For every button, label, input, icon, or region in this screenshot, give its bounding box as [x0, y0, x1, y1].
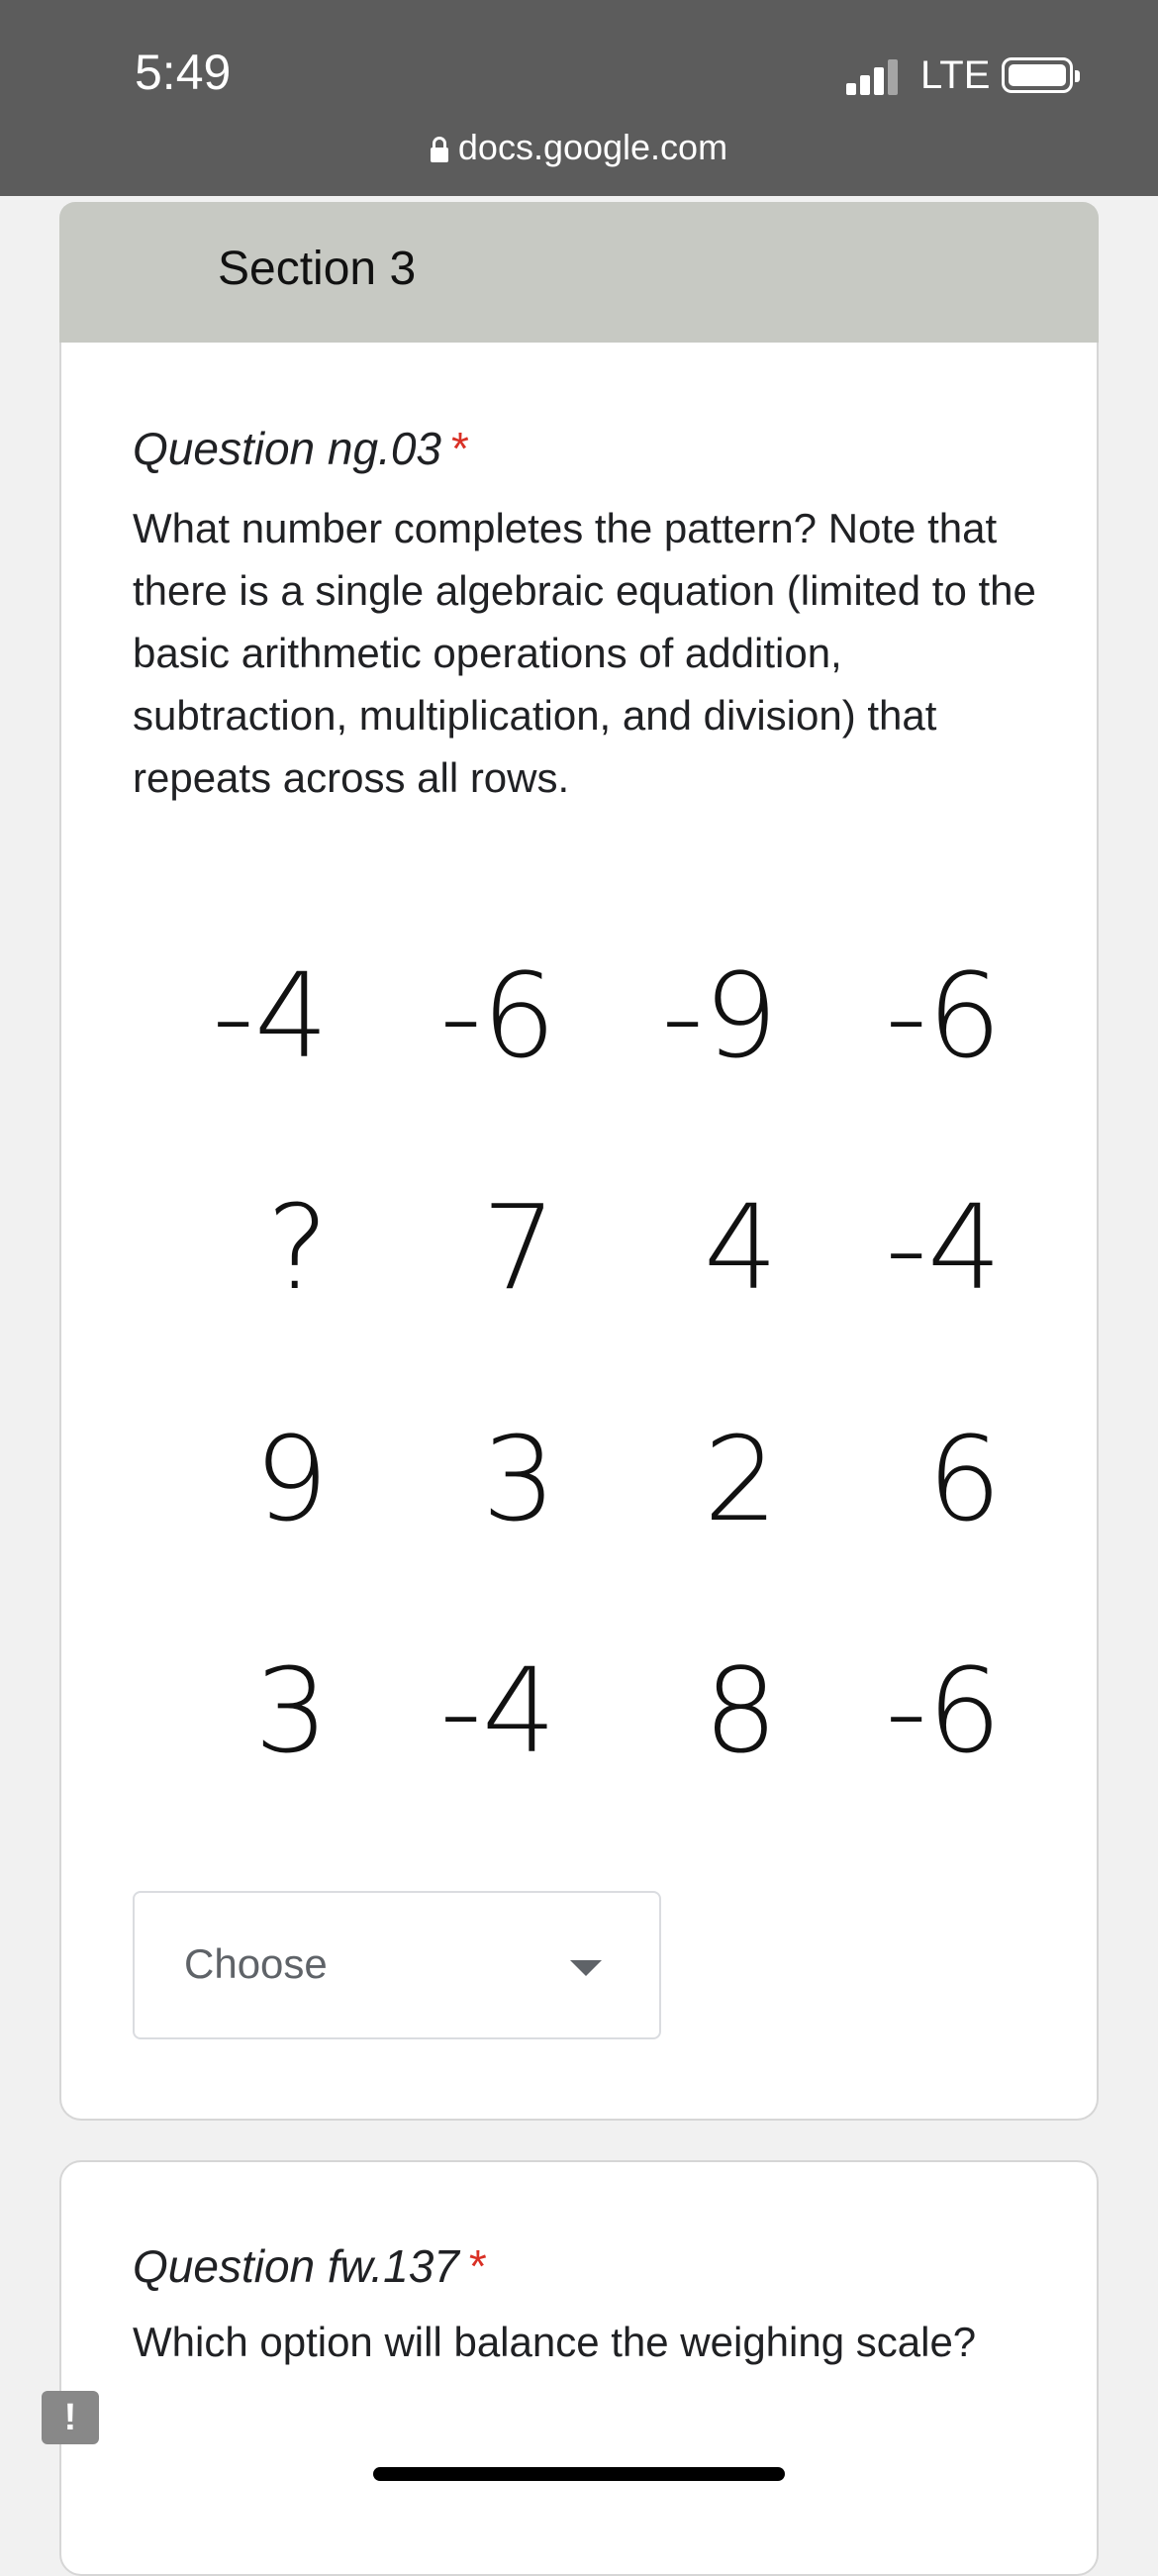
- signal-icon: [846, 59, 906, 95]
- grid-cell: 4: [703, 1179, 778, 1316]
- grid-cell: ?: [266, 1179, 329, 1316]
- question-title: [133, 422, 469, 475]
- grid-cell: -4: [885, 1179, 1002, 1316]
- answer-dropdown[interactable]: [133, 1891, 661, 2039]
- question-title: [133, 2239, 487, 2293]
- question-title-text: Question fw.137: [133, 2240, 459, 2292]
- dropdown-placeholder: Choose: [184, 1940, 328, 1987]
- section-title: Section 3: [218, 243, 417, 295]
- address-bar[interactable]: [0, 127, 1158, 168]
- dropdown-arrow-icon: [570, 1960, 602, 1976]
- section-header: [59, 202, 1099, 343]
- number-pattern-grid: [160, 937, 1031, 1863]
- grid-cell: 9: [253, 1411, 329, 1547]
- grid-cell: 7: [481, 1179, 556, 1316]
- url-text: docs.google.com: [457, 127, 728, 167]
- grid-cell: 3: [253, 1642, 329, 1779]
- grid-cell: 8: [703, 1642, 778, 1779]
- grid-cell: -6: [885, 947, 1002, 1084]
- question-description: What number completes the pattern? Note that there is a single algebraic equation (limited to the basic arithmetic operations of addition, subtraction, multiplication, and division) that repeats across all rows.: [133, 505, 1036, 801]
- grid-cell: -4: [212, 947, 329, 1084]
- grid-cell: 2: [703, 1411, 778, 1547]
- required-mark: *: [451, 423, 469, 474]
- grid-cell: -6: [885, 1642, 1002, 1779]
- grid-row: [160, 1400, 1031, 1632]
- required-mark: *: [468, 2240, 487, 2292]
- grid-row: [160, 1168, 1031, 1400]
- feedback-icon[interactable]: !: [42, 2391, 99, 2444]
- question-card: [59, 343, 1099, 2121]
- grid-cell: 3: [481, 1411, 556, 1547]
- grid-cell: -9: [661, 947, 778, 1084]
- question-description: Which option will balance the weighing scale?: [133, 2319, 977, 2365]
- grid-cell: 6: [926, 1411, 1002, 1547]
- network-type: LTE: [920, 53, 991, 97]
- grid-row: [160, 1632, 1031, 1863]
- grid-row: [160, 937, 1031, 1168]
- question-card: [59, 2160, 1099, 2576]
- grid-cell: -6: [439, 947, 556, 1084]
- lock-icon: [431, 137, 448, 162]
- home-indicator[interactable]: [373, 2467, 785, 2481]
- question-title-text: Question ng.03: [133, 423, 442, 474]
- battery-icon: [1002, 57, 1073, 93]
- grid-cell: -4: [439, 1642, 556, 1779]
- status-bar: [0, 0, 1158, 196]
- status-time: 5:49: [135, 45, 232, 100]
